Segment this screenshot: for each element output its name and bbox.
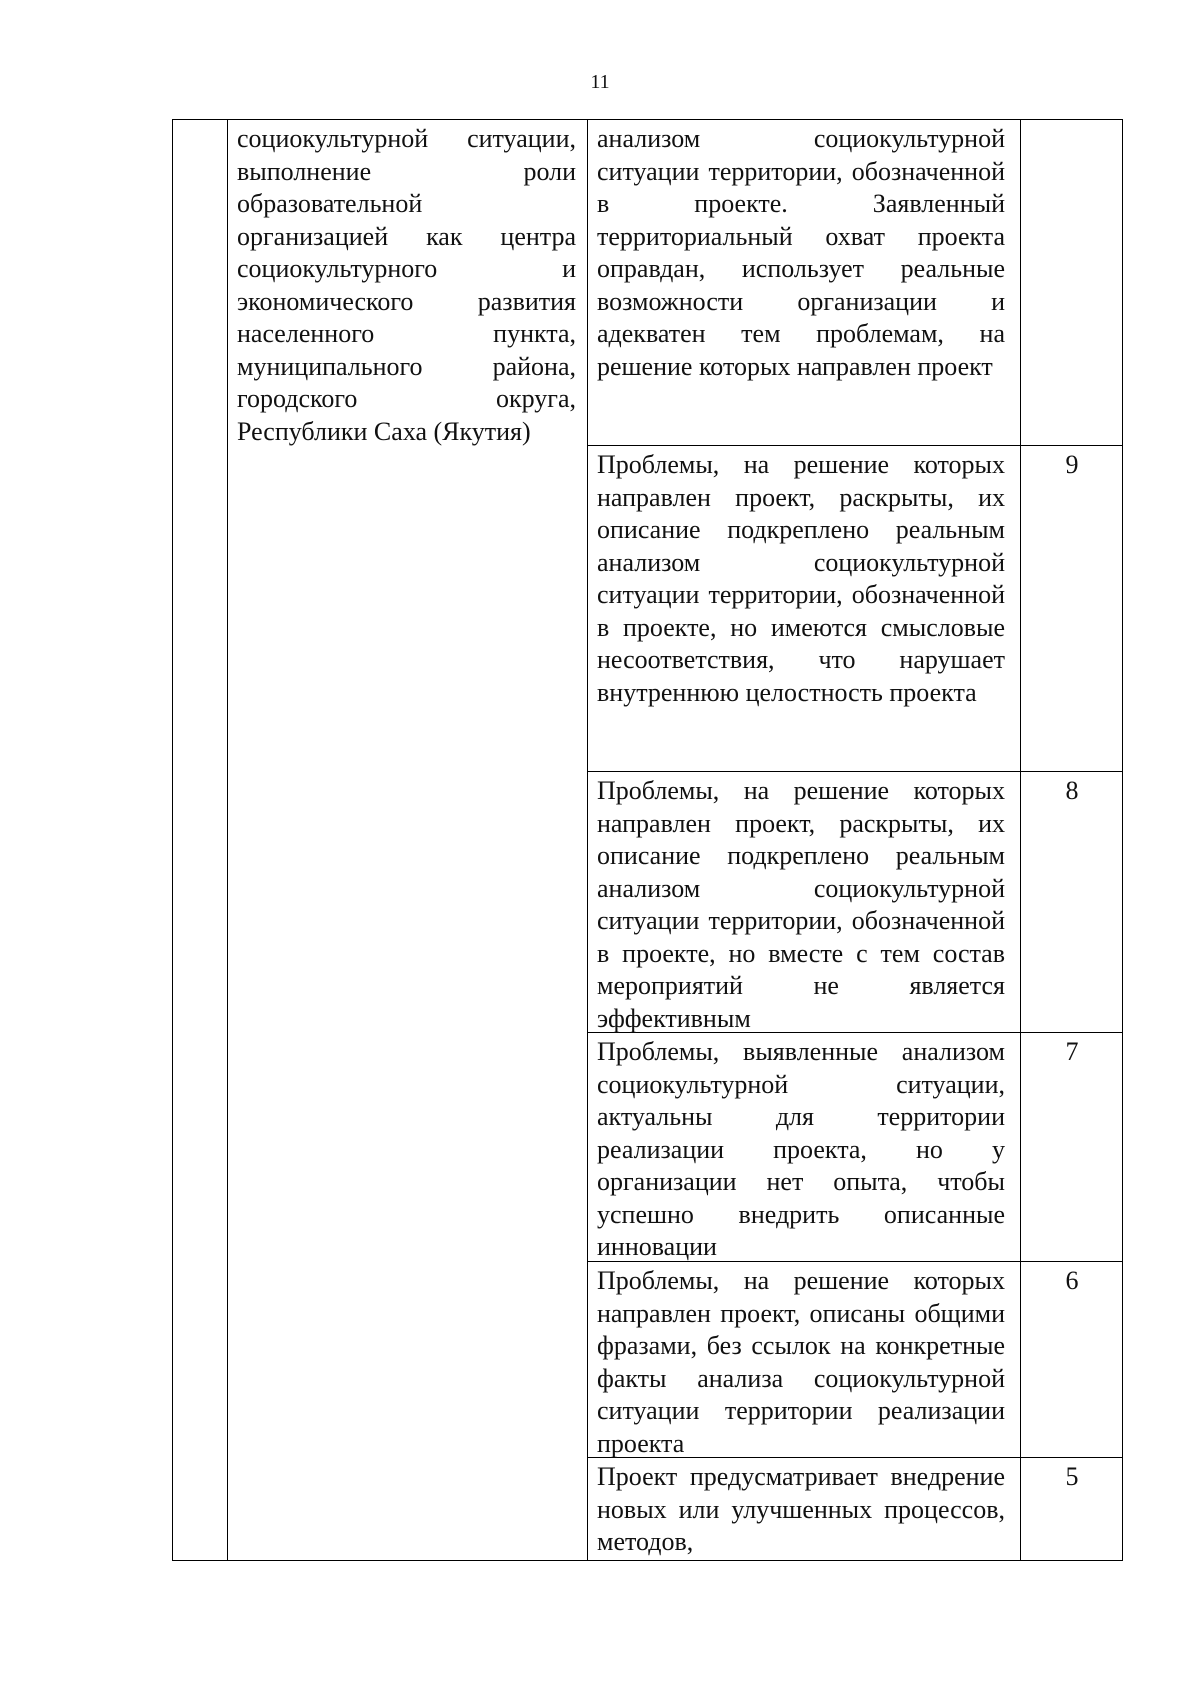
column-divider	[587, 120, 588, 1560]
page-number: 11	[590, 71, 610, 93]
column-divider	[227, 120, 228, 1560]
description-cell-4: Проблемы, выявленные анализом социокультурной ситуации, актуальны для территории реализации проекта, но у организации нет опыта, чтобы успешно внедрить описанные инновации	[597, 1037, 1005, 1261]
description-cell-1: анализом социокультурной ситуации территории, обозначенной в проекте. Заявленный территориальный охват проекта оправдан, использует реальные возможности организации и адекватен тем проблемам, на решение которых направлен проект	[597, 124, 1005, 381]
score-cell-4: 7	[1065, 1037, 1079, 1066]
row-divider	[587, 445, 1122, 446]
criterion-cell: социокультурной ситуации, выполнение роли образовательной организацией как центра социокультурного и экономического развития населенного пункта, муниципального района, городского округа, Республики Саха (Якутия)	[237, 124, 576, 446]
score-cell-6: 5	[1065, 1462, 1079, 1491]
evaluation-table	[172, 119, 1123, 1561]
score-cell-2: 9	[1065, 450, 1079, 479]
score-cell-3: 8	[1065, 776, 1079, 805]
score-cell-5: 6	[1065, 1266, 1079, 1295]
description-cell-5: Проблемы, на решение которых направлен проект, описаны общими фразами, без ссылок на конкретные факты анализа социокультурной ситуации территории реализации проекта	[597, 1266, 1005, 1458]
row-divider	[587, 771, 1122, 772]
description-cell-3: Проблемы, на решение которых направлен проект, раскрыты, их описание подкреплено реальным анализом социокультурной ситуации территории, обозначенной в проекте, но вместе с тем состав мероприятий не является эффективным	[597, 776, 1005, 1033]
description-cell-2: Проблемы, на решение которых направлен проект, раскрыты, их описание подкреплено реальным анализом социокультурной ситуации территории, обозначенной в проекте, но имеются смысловые несоответствия, что нарушает внутреннюю целостность проекта	[597, 450, 1005, 707]
column-divider	[1020, 120, 1021, 1560]
description-cell-6: Проект предусматривает внедрение новых или улучшенных процессов, методов,	[597, 1462, 1005, 1556]
